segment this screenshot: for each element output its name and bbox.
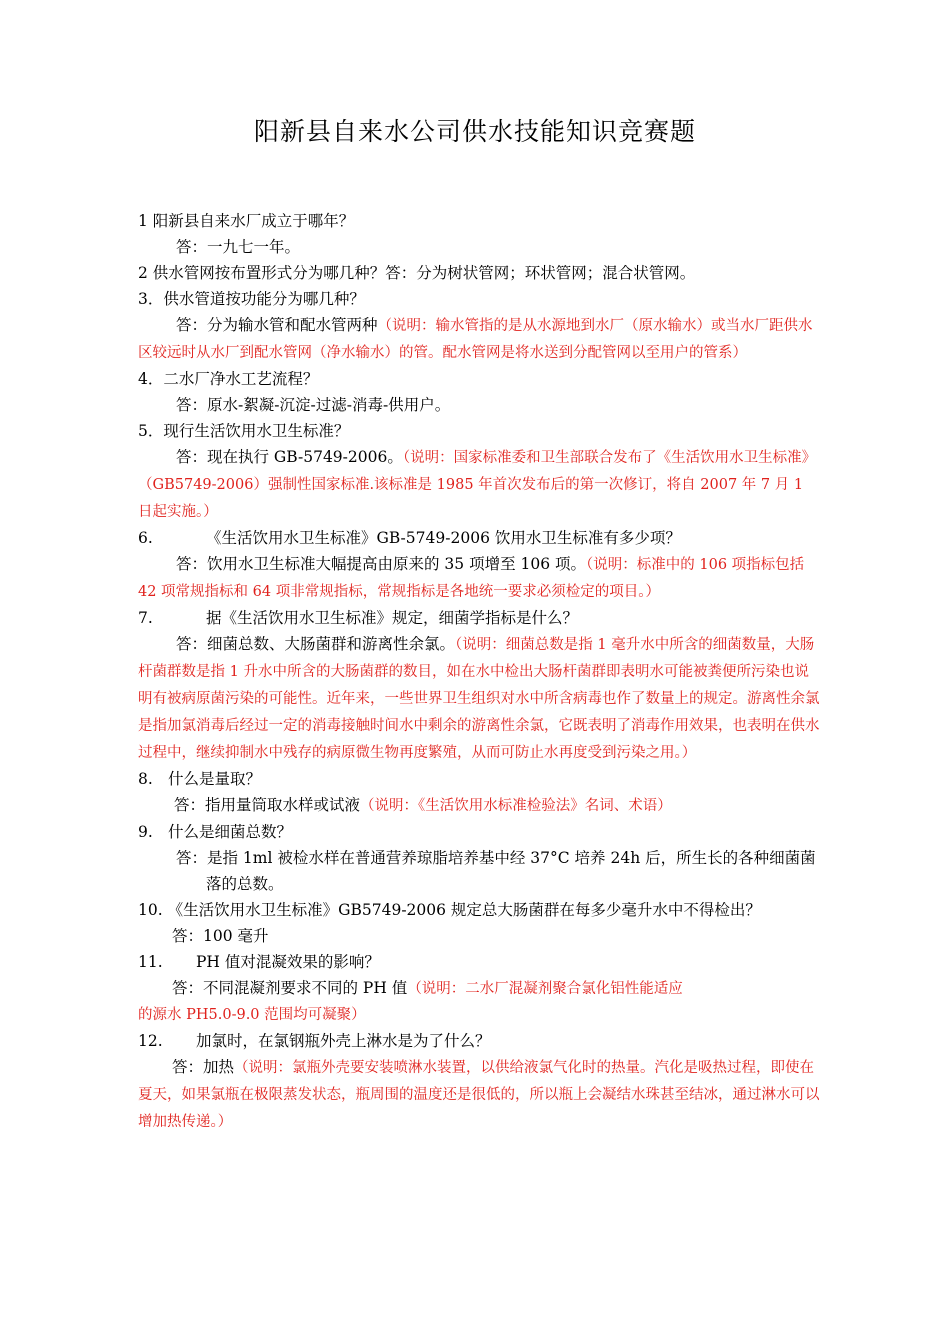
question-9-number: 9. <box>138 823 153 841</box>
question-5: 5．现行生活饮用水卫生标准？ <box>138 422 350 440</box>
answer-11 <box>138 975 820 1002</box>
answer-3-text: 答：分为输水管和配水管两种 <box>176 316 378 334</box>
answer-6-text: 答：饮用水卫生标准大幅提高由原来的 35 项增至 106 项。 <box>176 555 587 573</box>
answer-7 <box>138 631 820 766</box>
answer-5 <box>138 444 820 525</box>
question-11-number: 11. <box>138 953 163 971</box>
question-4: 4．二水厂净水工艺流程？ <box>138 370 319 388</box>
note-6: （说明：标准中的 106 项指标包括 42 项常规指标和 64 项非常规指标，常规指标是各地统一要求必须检定的项目。） <box>138 557 805 600</box>
document-title: 阳新县自来水公司供水技能知识竞赛题 <box>253 117 696 146</box>
question-1: 1 阳新县自来水厂成立于哪年？ <box>138 212 355 230</box>
answer-5-text: 答：现在执行 GB-5749-2006。 <box>176 448 403 466</box>
question-11-text: PH 值对混凝效果的影响？ <box>196 953 380 971</box>
question-2: 2 供水管网按布置形式分为哪几种？答：分为树状管网；环状管网；混合状管网。 <box>138 264 696 282</box>
question-7-number: 7. <box>138 609 153 627</box>
answer-12 <box>138 1054 820 1135</box>
question-7-text: 据《生活饮用水卫生标准》规定，细菌学指标是什么？ <box>206 609 579 627</box>
question-12 <box>138 1028 820 1054</box>
note-7: （说明：细菌总数是指 1 毫升水中所含的细菌数量，大肠杆菌群数是指 1 升水中所含的大肠菌群的数目，如在水中检出大肠杆菌群即表明水可能被粪便所污染也说明有被病原菌污染的可能性。近年来，一些世界卫生组织对水中所含病毒也作了数量上的规定。游离性余氯是指加氯消毒后经过一定的消毒接触时间水中剩余的游离性余氯，它既表明了消毒作用效果，也表明在供水过程中，继续抑制水中残存的病原微生物再度繁殖，从而可防止水再度受到污染之用。） <box>138 637 820 761</box>
question-11 <box>138 949 820 975</box>
question-6-text: 《生活饮用水卫生标准》GB-5749-2006 饮用水卫生标准有多少项？ <box>206 529 681 547</box>
answer-7-text: 答：细菌总数、大肠菌群和游离性余氯。 <box>176 635 456 653</box>
question-9 <box>138 819 820 845</box>
question-10-text: 《生活饮用水卫生标准》GB5749-2006 规定总大肠菌群在每多少毫升水中不得检出？ <box>167 901 761 919</box>
note-3: （说明：输水管指的是从水源地到水厂（原水输水）或当水厂距供水区较远时从水厂到配水管网（净水输水）的管。配水管网是将水送到分配管网以至用户的管系） <box>138 318 813 361</box>
question-10 <box>138 897 820 923</box>
note-8: （说明：《生活饮用水标准检验法》名词、术语） <box>360 798 672 814</box>
question-10-number: 10. <box>138 901 163 919</box>
answer-4: 答：原水-絮凝-沉淀-过滤-消毒-供用户。 <box>176 396 451 414</box>
answer-6 <box>138 551 820 605</box>
answer-3 <box>138 312 820 366</box>
note-5: （说明：国家标准委和卫生部联合发布了《生活饮用水卫生标准》（GB5749-2006）强制性国家标准.该标准是 1985 年首次发布后的第一次修订，将自 2007 年 7 月 1 日起实施。） <box>138 450 817 520</box>
note-12: （说明：氯瓶外壳要安装喷淋水装置，以供给液氯气化时的热量。汽化是吸热过程，即使在夏天，如果氯瓶在极限蒸发状态，瓶周围的温度还是很低的，所以瓶上会凝结水珠甚至结冰，通过淋水可以增加热传递。） <box>138 1060 820 1130</box>
note-11-part1: （说明：二水厂混凝剂聚合氯化铝性能适应 <box>407 981 683 997</box>
answer-12-text: 答：加热 <box>172 1058 235 1076</box>
question-6-number: 6. <box>138 529 153 547</box>
answer-8 <box>138 792 820 819</box>
question-8-text: 什么是量取？ <box>168 770 262 788</box>
answer-8-text: 答：指用量筒取水样或试液 <box>174 796 361 814</box>
answer-11-text: 答：不同混凝剂要求不同的 PH 值 <box>172 979 408 997</box>
note-11-part2: 的源水 PH5.0-9.0 范围均可凝聚） <box>138 1007 366 1023</box>
answer-10: 答：100 毫升 <box>172 927 269 945</box>
question-3: 3．供水管道按功能分为哪几种？ <box>138 290 365 308</box>
answer-1: 答：一九七一年。 <box>176 238 301 256</box>
question-7 <box>138 605 820 631</box>
question-12-text: 加氯时，在氯钢瓶外壳上淋水是为了什么？ <box>196 1032 491 1050</box>
question-12-number: 12. <box>138 1032 163 1050</box>
question-8-number: 8. <box>138 770 153 788</box>
question-list <box>138 208 820 1135</box>
question-6 <box>138 525 820 551</box>
question-8 <box>138 766 820 792</box>
question-9-text: 什么是细菌总数？ <box>168 823 293 841</box>
answer-9: 答：是指 1ml 被检水样在普通营养琼脂培养基中经 37°C 培养 24h 后，所生长的各种细菌菌落的总数。 <box>176 849 816 893</box>
